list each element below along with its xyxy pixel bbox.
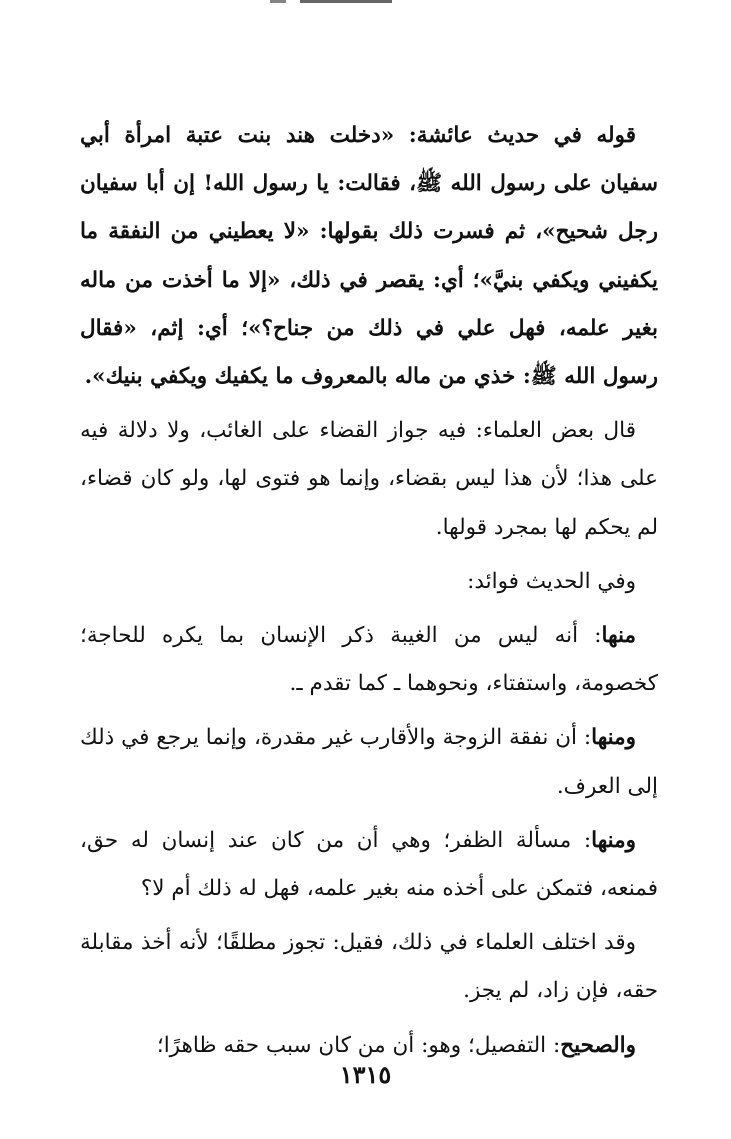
paragraph-scholars-disagreement: وقد اختلف العلماء في ذلك، فقيل: تجوز مطلقًا؛ لأنه أخذ مقابلة حقه، فإن زاد، لم يجز. [80,930,658,1004]
paragraph-scholars-comment: قال بعض العلماء: فيه جواز القضاء على الغائب، ولا دلالة فيه على هذا؛ لأن هذا ليس بقضاء، وإنما هو فتوى لها، ولو كان قضاء، لم يحكم لها بمجرد قولها. [80,418,658,540]
correct-view-text: : التفصيل؛ وهو: أن من كان سبب حقه ظاهرًا؛ [156,1032,561,1058]
benefit-text: : أن نفقة الزوجة والأقارب غير مقدرة، وإنما يرجع في ذلك إلى العرف. [80,725,658,799]
correct-view-lead-word: والصحيح [560,1032,636,1058]
page-number: ١٣١٥ [339,1060,392,1089]
page-body-text [80,112,658,1076]
paragraph-benefit-2 [80,714,658,810]
header-rule [300,0,392,3]
paragraph-benefit-3 [80,817,658,913]
header-rule-fragment [270,0,286,3]
paragraph-benefits-intro: وفي الحديث فوائد: [467,568,636,594]
benefit-lead-word: ومنها [591,725,636,751]
benefit-lead-word: منها [601,623,636,649]
benefit-text: : مسألة الظفر؛ وهي أن من كان عند إنسان له حق، فمنعه، فتمكن على أخذه منه بغير علمه، فهل له ذلك أم لا؟ [80,827,658,902]
benefit-text: : أنه ليس من الغيبة ذكر الإنسان بما يكره للحاجة؛ كخصومة، واستفتاء، ونحوهما ـ كما تقدم ـ. [80,623,658,697]
paragraph-benefit-1 [80,612,658,708]
benefit-lead-word: ومنها [591,827,636,853]
hadith-paragraph: قوله في حديث عائشة: «دخلت هند بنت عتبة امرأة أبي سفيان على رسول الله ﷺ، فقالت: يا رسول الله! إن أبا سفيان رجل شحيح»، ثم فسرت ذلك بقولها: «لا يعطيني من النفقة ما يكفيني ويكفي بنيَّ»؛ أي: يقصر في ذلك، «إلا ما أخذت من ماله بغير علمه، فهل علي في ذلك من جناح؟»؛ أي: إثم، «فقال رسول الله ﷺ: خذي من ماله بالمعروف ما يكفيك ويكفي بنيك». [80,123,658,390]
